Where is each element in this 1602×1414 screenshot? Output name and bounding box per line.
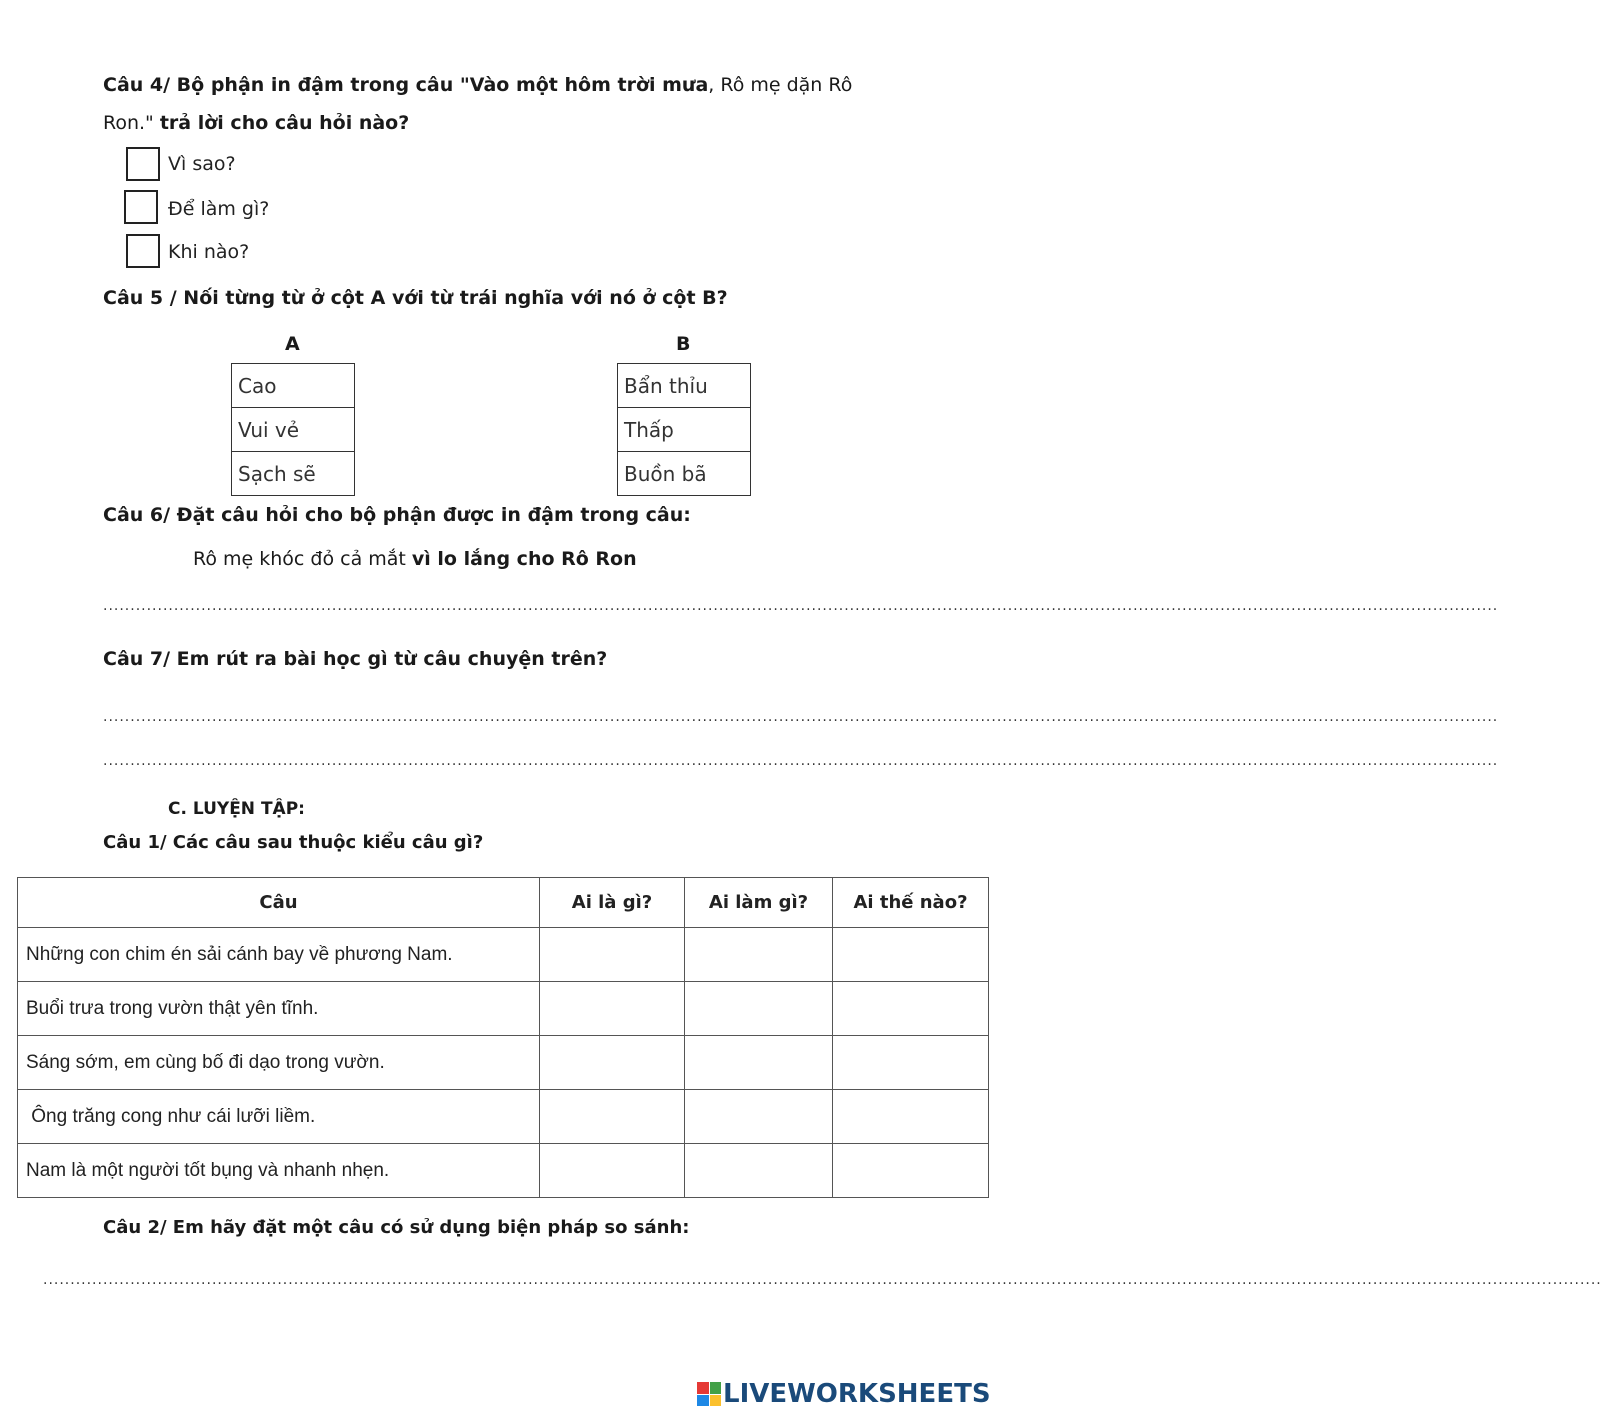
q4-line2 xyxy=(103,112,409,134)
q6-sentence-bold: vì lo lắng cho Rô Ron xyxy=(411,548,637,570)
q5-col-a-item[interactable]: Sạch sẽ xyxy=(232,452,355,496)
answer-cell[interactable] xyxy=(833,1144,989,1198)
liveworksheets-logo xyxy=(697,1380,991,1408)
answer-cell[interactable] xyxy=(833,982,989,1036)
q4-option-1-checkbox[interactable] xyxy=(126,147,160,181)
table-row xyxy=(18,1144,989,1198)
answer-cell[interactable] xyxy=(540,928,685,982)
q5-col-a-item[interactable]: Vui vẻ xyxy=(232,408,355,452)
answer-cell[interactable] xyxy=(685,982,833,1036)
logo-grid-icon xyxy=(697,1382,721,1406)
sentence-cell: Sáng sớm, em cùng bố đi dạo trong vườn. xyxy=(18,1036,540,1090)
q5-title: Câu 5 / Nối từng từ ở cột A với từ trái nghĩa với nó ở cột B? xyxy=(103,287,728,309)
practice-q2-title: Câu 2/ Em hãy đặt một câu có sử dụng biện pháp so sánh: xyxy=(103,1217,690,1238)
answer-cell[interactable] xyxy=(685,1144,833,1198)
q4-line2-bold: trả lời cho câu hỏi nào? xyxy=(159,112,410,134)
q5-col-b-item[interactable]: Thấp xyxy=(618,408,751,452)
q5-col-b-item[interactable]: Buồn bã xyxy=(618,452,751,496)
q6-sentence-plain: Rô mẹ khóc đỏ cả mắt xyxy=(193,548,412,570)
q5-col-a-item[interactable]: Cao xyxy=(232,364,355,408)
practice-q1-title: Câu 1/ Các câu sau thuộc kiểu câu gì? xyxy=(103,832,484,853)
logo-square xyxy=(697,1382,709,1394)
answer-cell[interactable] xyxy=(540,1036,685,1090)
logo-square xyxy=(697,1395,709,1407)
answer-cell[interactable] xyxy=(833,1090,989,1144)
table-header-row xyxy=(18,878,989,928)
logo-square xyxy=(710,1395,722,1407)
table-row xyxy=(18,1090,989,1144)
answer-cell[interactable] xyxy=(833,1036,989,1090)
q4-option-2-label: Để làm gì? xyxy=(168,198,270,220)
q4-line2-plain: Ron." xyxy=(103,112,160,134)
table-row xyxy=(18,928,989,982)
sentence-cell: Nam là một người tốt bụng và nhanh nhẹn. xyxy=(18,1144,540,1198)
header-ai-the-nao: Ai thế nào? xyxy=(833,878,989,928)
q5-col-b-header: B xyxy=(676,333,691,355)
logo-text: LIVEWORKSHEETS xyxy=(723,1379,991,1409)
answer-cell[interactable] xyxy=(540,982,685,1036)
sentence-cell: Buổi trưa trong vườn thật yên tĩnh. xyxy=(18,982,540,1036)
q5-col-a-table xyxy=(231,363,355,496)
sentence-cell: Ông trăng cong như cái lưỡi liềm. xyxy=(18,1090,540,1144)
practice-heading: C. LUYỆN TẬP: xyxy=(168,799,305,819)
q7-answer-line-1[interactable]: ................................................................................................................................................................................................................................................................ xyxy=(103,709,1499,725)
q5-col-b-item[interactable]: Bẩn thỉu xyxy=(618,364,751,408)
q4-option-1-label: Vì sao? xyxy=(168,153,236,175)
q4-label: Câu 4/ Bộ phận in đậm trong câu xyxy=(103,74,460,96)
q2-answer-line[interactable]: .............................................................................................................................................................................................................................................................................................. xyxy=(43,1272,1602,1288)
q4-option-3-checkbox[interactable] xyxy=(126,234,160,268)
q7-answer-line-2[interactable]: ................................................................................................................................................................................................................................................................ xyxy=(103,753,1499,769)
header-ai-lam-gi: Ai làm gì? xyxy=(685,878,833,928)
sentence-cell: Những con chim én sải cánh bay về phương Nam. xyxy=(18,928,540,982)
table-row xyxy=(18,982,989,1036)
q6-sentence xyxy=(193,548,637,570)
header-cau: Câu xyxy=(18,878,540,928)
q4-quote-rest: , Rô mẹ dặn Rô xyxy=(708,74,853,96)
q7-title: Câu 7/ Em rút ra bài học gì từ câu chuyện trên? xyxy=(103,648,608,670)
answer-cell[interactable] xyxy=(685,1036,833,1090)
header-ai-la-gi: Ai là gì? xyxy=(540,878,685,928)
answer-cell[interactable] xyxy=(833,928,989,982)
q4-line1 xyxy=(103,74,852,96)
q4-option-2-checkbox[interactable] xyxy=(124,190,158,224)
sentence-type-table xyxy=(17,877,989,1198)
answer-cell[interactable] xyxy=(685,928,833,982)
q4-option-3-label: Khi nào? xyxy=(168,241,250,263)
answer-cell[interactable] xyxy=(540,1090,685,1144)
q4-quote-bold: "Vào một hôm trời mưa xyxy=(459,74,709,96)
q6-title: Câu 6/ Đặt câu hỏi cho bộ phận được in đậm trong câu: xyxy=(103,504,691,526)
answer-cell[interactable] xyxy=(685,1090,833,1144)
q5-col-b-table xyxy=(617,363,751,496)
answer-cell[interactable] xyxy=(540,1144,685,1198)
q5-col-a-header: A xyxy=(285,333,300,355)
logo-square xyxy=(710,1382,722,1394)
table-row xyxy=(18,1036,989,1090)
q6-answer-line[interactable]: ................................................................................................................................................................................................................................................................ xyxy=(103,598,1499,614)
